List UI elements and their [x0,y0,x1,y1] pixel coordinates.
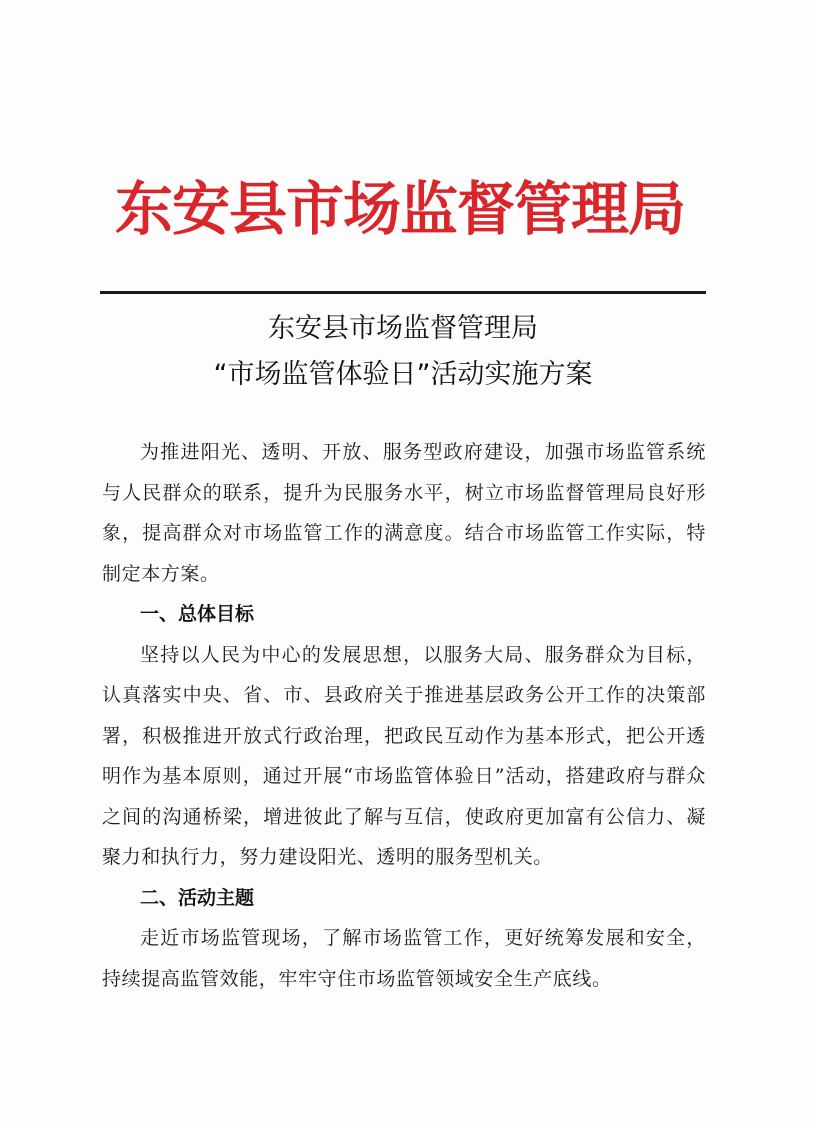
letterhead-title: 东安县市场监督管理局 [114,175,685,243]
letterhead-divider [100,291,706,294]
section-heading-theme: 二、活动主题 [140,886,255,909]
section-paragraph-goals: 坚持以人民为中心的发展思想，以服务大局、服务群众为目标，认真落实中央、省、市、县政府关于推进基层政务公开工作的决策部署，积极推进开放式行政治理，把政民互动作为基本形式，把公开透明作为基本原则，通过开展“市场监管体验日”活动，搭建政府与群众之间的沟通桥梁，增进彼此了解与互信，使政府更加富有公信力、凝聚力和执行力，努力建设阳光、透明的服务型机关。 [102,643,706,868]
section-paragraph-theme: 走近市场监管现场，了解市场监管工作，更好统筹发展和安全，持续提高监管效能，牢牢守住市场监管领域安全生产底线。 [102,927,706,990]
section-heading-goals: 一、总体目标 [140,603,255,625]
document-body [102,432,706,999]
intro-paragraph: 为推进阳光、透明、开放、服务型政府建设，加强市场监管系统与人民群众的联系，提升为民服务水平，树立市场监督管理局良好形象，提高群众对市场监管工作的满意度。结合市场监管工作实际，特制定本方案。 [102,441,706,585]
document-title-line1: 东安县市场监督管理局 [268,313,538,344]
document-title-line2: “市场监管体验日”活动实施方案 [213,359,593,390]
